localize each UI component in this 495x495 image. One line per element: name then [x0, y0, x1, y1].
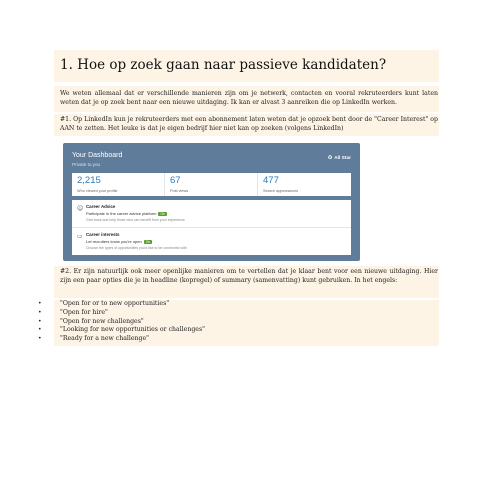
briefcase-icon: ▭: [77, 233, 83, 240]
linkedin-dashboard-screenshot: [63, 143, 360, 261]
stat-label: Search appearances: [263, 189, 299, 193]
list-item-text: "Open for hire": [60, 308, 108, 316]
card-line: [86, 211, 167, 216]
bullet-icon: •: [38, 317, 42, 325]
bullet-icon: •: [38, 335, 42, 343]
card-description: Give back and help those who can benefit from your experience: [86, 218, 185, 222]
intro-paragraph: We weten allemaal dat er verschillende manieren zijn om je netwerk, contacten en vooral rekruteerders kunt laten weten dat je op zoek bent naar een nieuwe uitdaging. Ik kan er alvast 3 aanreiken die op LinkedIn werken.: [60, 90, 438, 107]
section-heading: 1. Hoe op zoek gaan naar passieve kandidaten?: [60, 57, 387, 73]
dashboard-subtitle: Private to you: [72, 162, 101, 167]
card-line: [86, 239, 152, 244]
stat-value: 67: [170, 175, 181, 186]
stat-search-appearances: [258, 173, 351, 196]
card-title: Career interests: [86, 232, 120, 237]
stat-post-views: [165, 173, 258, 196]
bullet-icon: •: [38, 326, 42, 334]
on-tag: On: [160, 211, 166, 216]
stat-value: 2,215: [77, 175, 101, 186]
people-icon: ☺: [77, 205, 84, 212]
list-item-text: "Open for new challenges": [60, 317, 144, 325]
career-advice-card: [72, 200, 351, 228]
dashboard-stats: [72, 173, 351, 196]
star-icon: ✪: [328, 155, 333, 161]
all-star-badge: [328, 155, 351, 161]
dashboard-cards: [72, 200, 351, 255]
headline-options-list: [38, 300, 205, 344]
bullet-icon: •: [38, 308, 42, 316]
stat-value: 477: [263, 175, 279, 186]
point2-paragraph: #2. Er zijn natuurlijk ook meer openlijke manieren om te vertellen dat je klaar bent voor een nieuwe uitdaging. Hier zijn een paar opties die je in headline (kopregel) of summary (samenvatting) kunt gebruiken. In het engels:: [60, 268, 438, 285]
list-item-text: "Open for or to new opportunities": [60, 300, 170, 307]
list-item: [38, 335, 205, 344]
list-item-text: "Looking for new opportunities or challenges": [60, 326, 205, 334]
list-item: [38, 300, 205, 309]
stat-label: Post views: [170, 189, 189, 193]
list-item: [38, 326, 205, 335]
card-title: Career Advice: [86, 204, 116, 209]
card-description: Choose the types of opportunities you'd like to be connected with: [86, 246, 187, 250]
stat-label: Who viewed your profile: [77, 189, 118, 193]
career-interests-card: [72, 228, 351, 255]
dashboard-title: Your Dashboard: [72, 152, 123, 159]
on-tag: On: [145, 239, 151, 244]
point1-paragraph: #1. Op LinkedIn kun je rekruteerders met een abonnement laten weten dat je opzoek bent door de "Career Interest" op AAN te zetten. Het leuke is dat je eigen bedrijf hier niet kan op zoeken (volgens LinkedIn): [60, 116, 438, 133]
list-item: [38, 309, 205, 318]
list-item: [38, 318, 205, 327]
card-line-text: Let recruiters know you're open: [86, 239, 142, 244]
stat-profile-views: [72, 173, 165, 196]
bullet-icon: •: [38, 300, 42, 307]
card-line-text: Participate in the career advice platform: [86, 211, 157, 216]
all-star-label: All Star: [334, 156, 351, 161]
list-item-text: "Ready for a new challenge": [60, 335, 149, 343]
